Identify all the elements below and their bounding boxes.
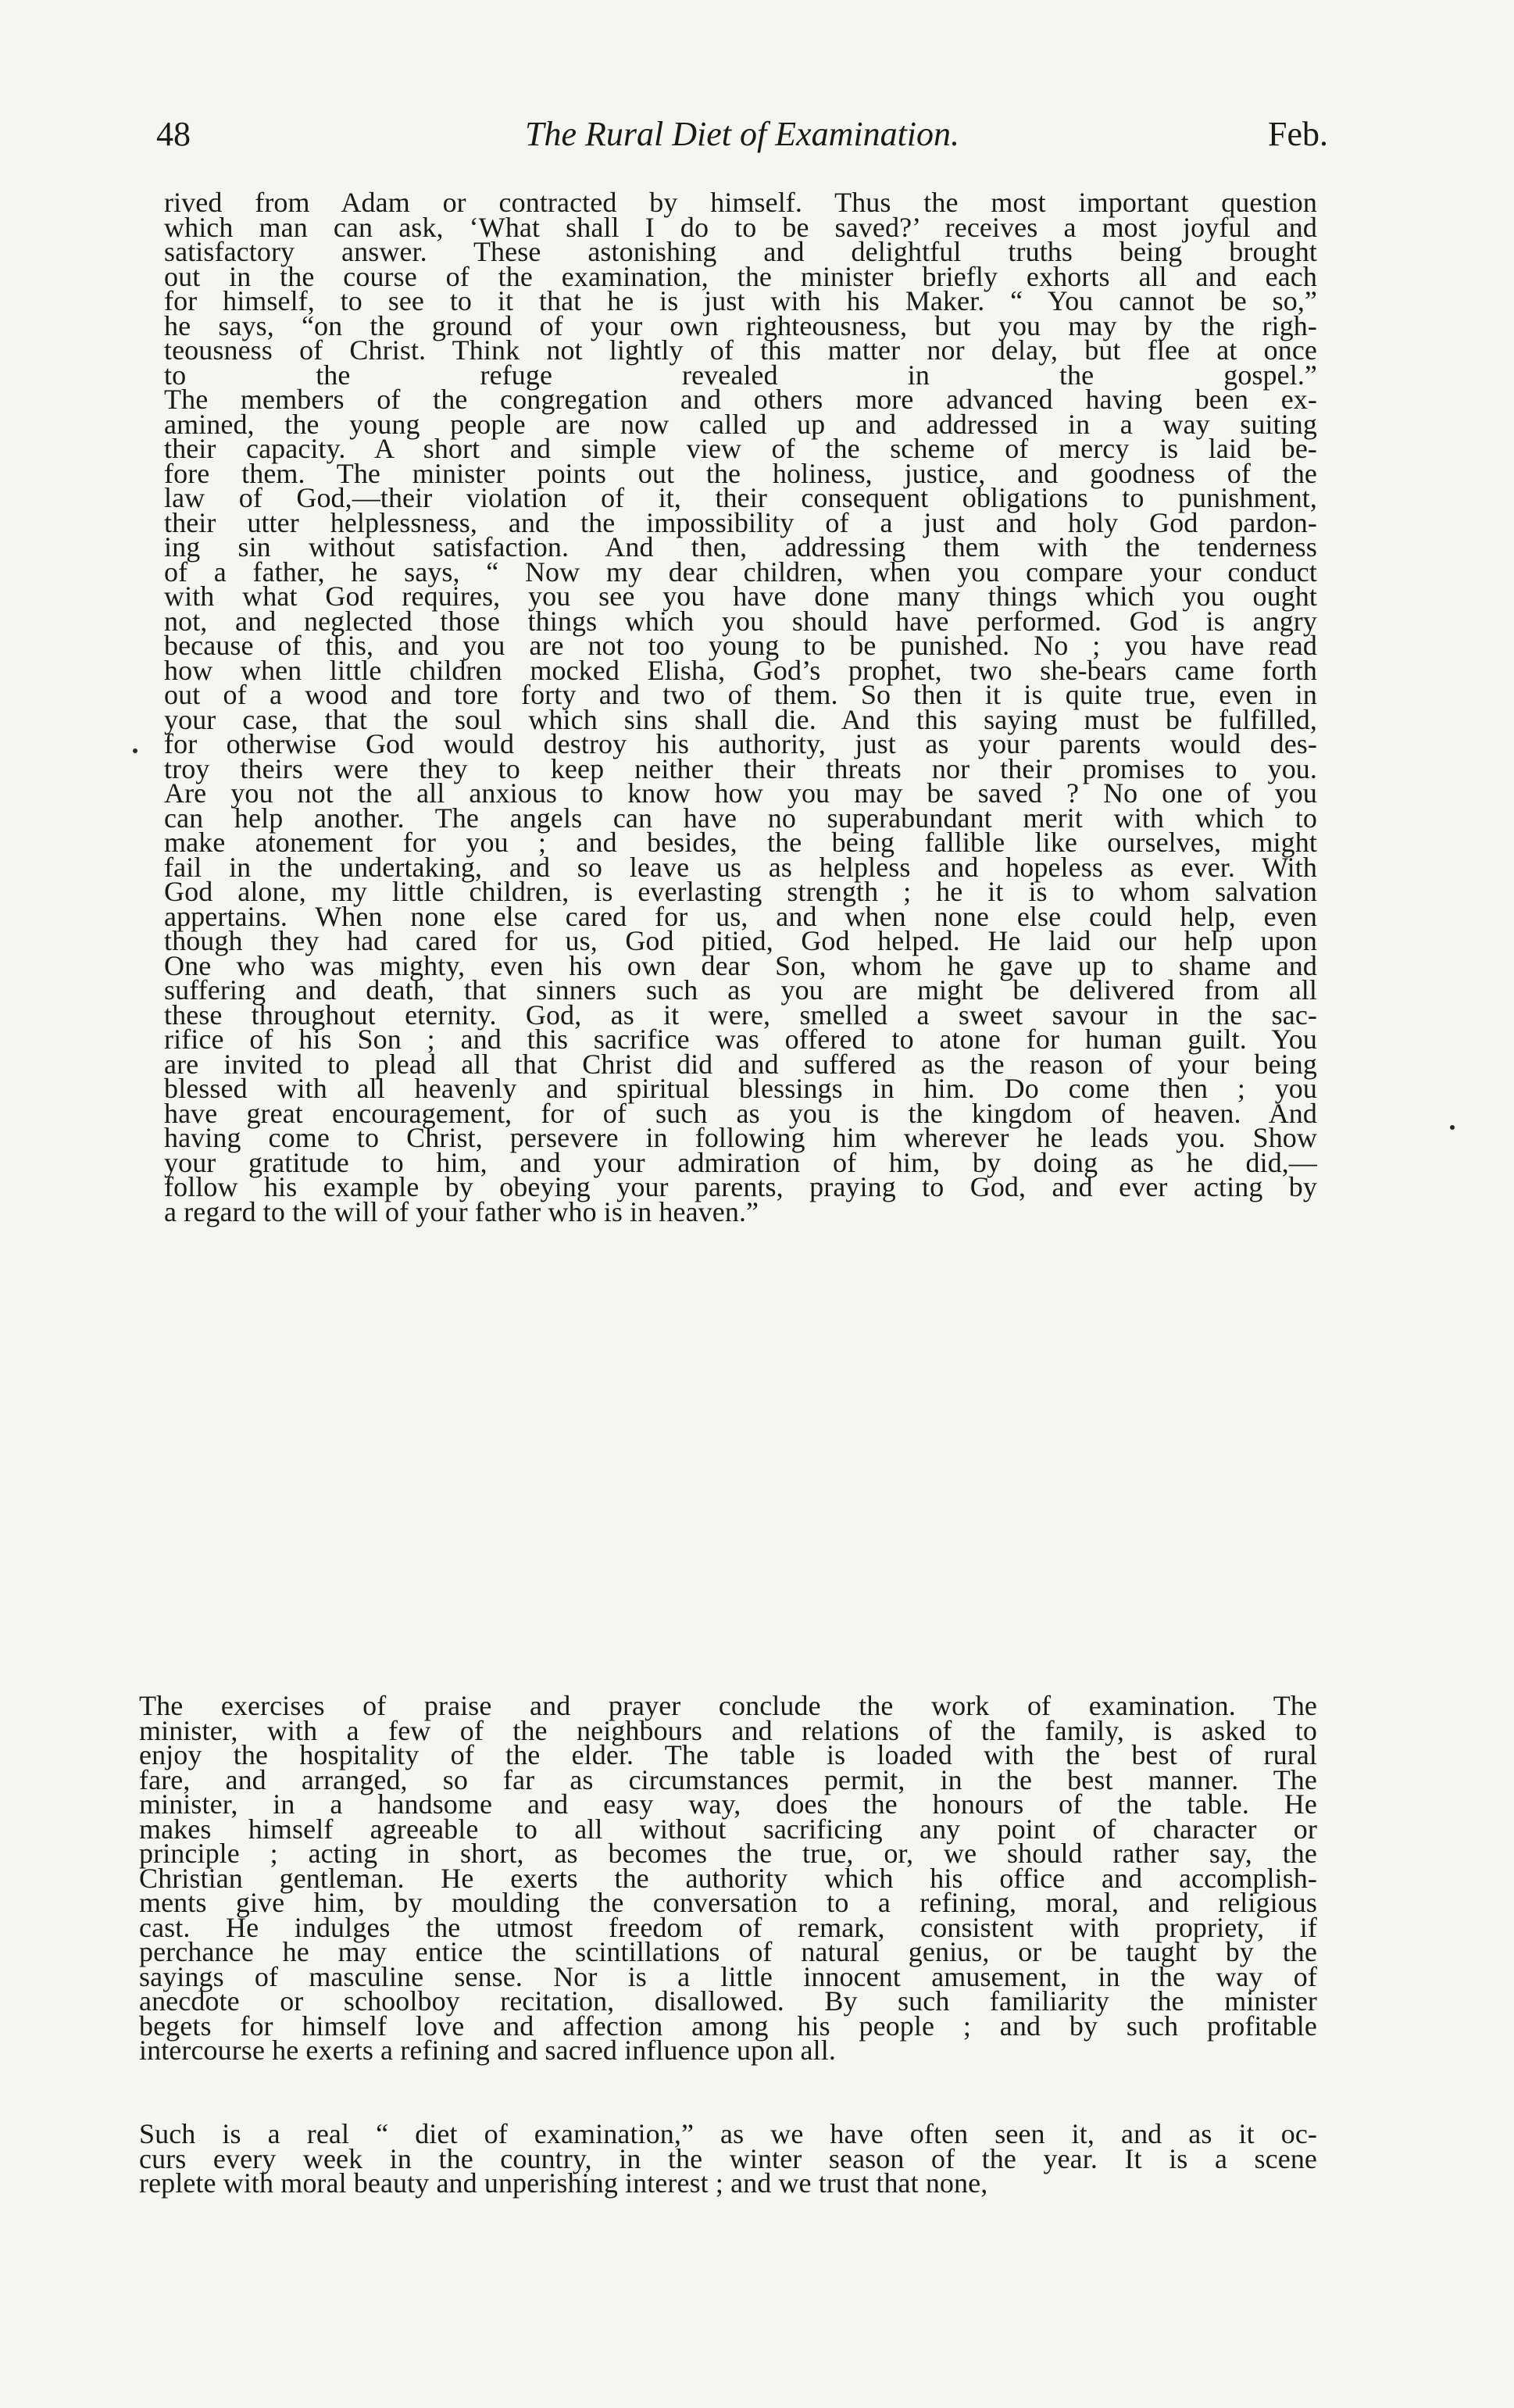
- text-line: cast. He indulges the utmost freedom of remark, consistent with propriety, if: [139, 1911, 1317, 1943]
- text-line: for otherwise God would destroy his authority, just as your parents would des-: [164, 728, 1317, 759]
- text-line: not, and neglected those things which you should have performed. God is angry: [164, 605, 1317, 637]
- text-line: of a father, he says, “ Now my dear children, when you compare your conduct: [164, 556, 1317, 588]
- text-line: perchance he may entice the scintillations of natural genius, or be taught by the: [139, 1936, 1317, 1967]
- text-line: blessed with all heavenly and spiritual blessings in him. Do come then ; you: [164, 1073, 1317, 1104]
- text-line: a regard to the will of your father who is in heaven.”: [164, 1195, 759, 1227]
- text-line: he says, “on the ground of your own righteousness, but you may by the righ-: [164, 309, 1317, 341]
- text-line: to the refuge revealed in the gospel.”: [164, 359, 1317, 391]
- text-line: rived from Adam or contracted by himself. Thus the most important question: [164, 187, 1317, 218]
- paragraph-hospitality: [139, 1690, 1317, 2066]
- text-line: Are you not the all anxious to know how you may be saved ? No one of you: [164, 777, 1317, 809]
- text-line: fore them. The minister points out the holiness, justice, and goodness of the: [164, 457, 1317, 489]
- text-line: Christian gentleman. He exerts the authority which his office and accomplish-: [139, 1862, 1317, 1894]
- text-line: makes himself agreeable to all without sacrificing any point of character or: [139, 1813, 1317, 1845]
- text-line: law of God,—their violation of it, their consequent obligations to punishment,: [164, 482, 1317, 513]
- text-line: their utter helplessness, and the impossibility of a just and holy God pardon-: [164, 506, 1317, 538]
- text-line: how when little children mocked Elisha, God’s prophet, two she-bears came forth: [164, 654, 1317, 686]
- text-line: have great encouragement, for of such as you is the kingdom of heaven. And: [164, 1097, 1317, 1129]
- running-month: Feb.: [1268, 115, 1328, 153]
- text-line: satisfactory answer. These astonishing and delightful truths being brought: [164, 236, 1317, 267]
- text-line: make atonement for you ; and besides, the being fallible like ourselves, might: [164, 827, 1317, 858]
- text-line: out of a wood and tore forty and two of them. So then it is quite true, even in: [164, 679, 1317, 710]
- text-line: ments give him, by moulding the conversation to a refining, moral, and religious: [139, 1887, 1317, 1918]
- text-line: begets for himself love and affection among his people ; and by such profitable: [139, 2010, 1317, 2042]
- text-line: The members of the congregation and others more advanced having been ex-: [164, 384, 1317, 415]
- text-line: intercourse he exerts a refining and sacred influence upon all.: [139, 2035, 836, 2066]
- text-line: their capacity. A short and simple view of the scheme of mercy is laid be-: [164, 433, 1317, 464]
- quoted-address-block: [164, 187, 1317, 1227]
- text-line: sayings of masculine sense. Nor is a little innocent amusement, in the way of: [139, 1960, 1317, 1992]
- text-line: One who was mighty, even his own dear Son, whom he gave up to shame and: [164, 949, 1317, 981]
- text-line: teousness of Christ. Think not lightly of this matter nor delay, but flee at once: [164, 334, 1317, 366]
- text-line: replete with moral beauty and unperishing interest ; and we trust that none,: [139, 2167, 988, 2199]
- text-line: which man can ask, ‘What shall I do to be saved?’ receives a most joyful and: [164, 211, 1317, 243]
- text-line: these throughout eternity. God, as it were, smelled a sweet savour in the sac-: [164, 999, 1317, 1031]
- text-line: because of this, and you are not too young to be punished. No ; you have read: [164, 630, 1317, 661]
- text-line: are invited to plead all that Christ did and suffered as the reason of your being: [164, 1048, 1317, 1080]
- text-line: God alone, my little children, is everlasting strength ; he it is to whom salvation: [164, 876, 1317, 907]
- running-head: [156, 114, 1328, 161]
- text-line: anecdote or schoolboy recitation, disallowed. By such familiarity the minister: [139, 1985, 1317, 2017]
- text-line: though they had cared for us, God pitied, God helped. He laid our help upon: [164, 925, 1317, 956]
- text-line: fare, and arranged, so far as circumstances permit, in the best manner. The: [139, 1763, 1317, 1795]
- text-line: minister, with a few of the neighbours and relations of the family, is asked to: [139, 1714, 1317, 1746]
- margin-speck: [1450, 1125, 1455, 1130]
- paragraph-closing: [139, 2118, 1317, 2199]
- text-line: Such is a real “ diet of examination,” as we have often seen it, and as it oc-: [139, 2118, 1317, 2149]
- text-line: amined, the young people are now called up and addressed in a way suiting: [164, 408, 1317, 440]
- text-line: The exercises of praise and prayer conclude the work of examination. The: [139, 1690, 1317, 1721]
- text-line: curs every week in the country, in the winter season of the year. It is a scene: [139, 2142, 1317, 2174]
- margin-speck: [133, 748, 137, 753]
- text-line: enjoy the hospitality of the elder. The table is loaded with the best of rural: [139, 1739, 1317, 1770]
- text-line: for himself, to see to it that he is just with his Maker. “ You cannot be so,”: [164, 285, 1317, 316]
- text-line: your case, that the soul which sins shall die. And this saying must be fulfilled,: [164, 703, 1317, 735]
- text-line: your gratitude to him, and your admiration of him, by doing as he did,—: [164, 1146, 1317, 1178]
- page-number: 48: [156, 115, 191, 153]
- text-line: with what God requires, you see you have done many things which you ought: [164, 581, 1317, 612]
- text-line: having come to Christ, persevere in following him wherever he leads you. Show: [164, 1122, 1317, 1153]
- text-line: troy theirs were they to keep neither their threats nor their promises to you.: [164, 752, 1317, 784]
- text-line: rifice of his Son ; and this sacrifice was offered to atone for human guilt. You: [164, 1024, 1317, 1055]
- text-line: can help another. The angels can have no superabundant merit with which to: [164, 802, 1317, 834]
- text-line: suffering and death, that sinners such as you are might be delivered from all: [164, 974, 1317, 1006]
- text-line: appertains. When none else cared for us, and when none else could help, even: [164, 900, 1317, 932]
- text-line: ing sin without satisfaction. And then, addressing them with the tenderness: [164, 531, 1317, 563]
- text-line: out in the course of the examination, the minister briefly exhorts all and each: [164, 260, 1317, 292]
- text-line: minister, in a handsome and easy way, does the honours of the table. He: [139, 1788, 1317, 1820]
- text-line: principle ; acting in short, as becomes the true, or, we should rather say, the: [139, 1838, 1317, 1869]
- text-line: fail in the undertaking, and so leave us as helpless and hopeless as ever. With: [164, 851, 1317, 883]
- text-line: follow his example by obeying your parents, praying to God, and ever acting by: [164, 1171, 1317, 1202]
- running-title: The Rural Diet of Examination.: [524, 115, 960, 153]
